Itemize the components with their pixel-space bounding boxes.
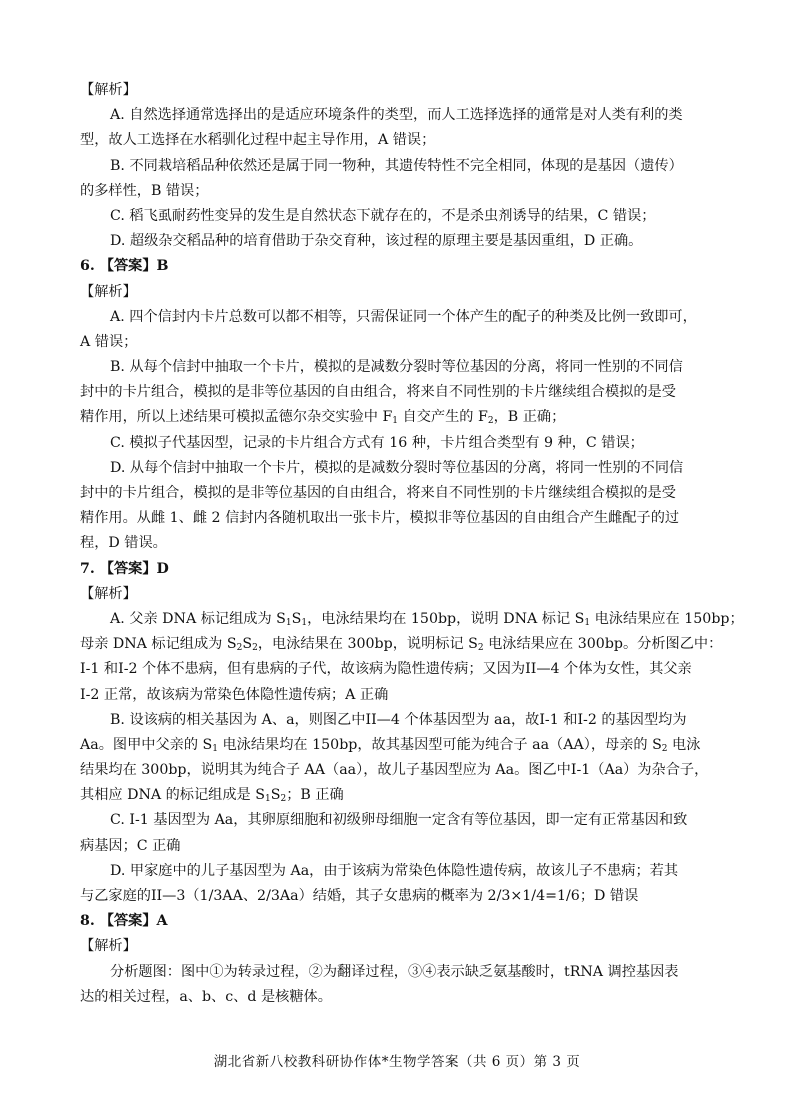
text-line: Aa。图甲中父亲的 $S_1$ 电泳结果均在 150bp，故其基因型可能为纯合子 aa（AA），母亲的 $S_2$ 电泳 — [80, 736, 701, 754]
text-line: 精作用。从雌 1、雌 2 信封内各随机取出一张卡片，模拟非等位基因的自由组合产生雌配子的过 — [80, 510, 680, 527]
text-line: I-1 和I-2 个体不患病，但有患病的子代，故该病为隐性遗传病；又因为II—4 个体为女性，其父亲 — [80, 661, 692, 678]
page-footer: 湖北省新八校教科研协作体*生物学答案（共 6 页）第 3 页 — [213, 1054, 581, 1070]
text-line: D. 从每个信封中抽取一个卡片，模拟的是减数分裂时等位基因的分离，将同一性别的不同信 — [110, 459, 684, 476]
text-line: A. 自然选择通常选择出的是适应环境条件的类型，而人工选择选择的通常是对人类有利的类 — [110, 107, 683, 124]
text-line: A. 四个信封内卡片总数可以都不相等，只需保证同一个体产生的配子的种类及比例一致即可， — [110, 308, 697, 325]
text-line: 其相应 DNA 的标记组成是 $S_1S_2$；B 正确 — [80, 787, 344, 805]
text-line: I-2 正常，故该病为常染色体隐性遗传病；A 正确 — [80, 686, 389, 703]
text-line: 结果均在 300bp，说明其为纯合子 AA（aa），故儿子基因型应为 Aa。图乙中I-1（Aa）为杂合子， — [80, 762, 709, 779]
text-line: B. 不同栽培稻品种依然还是属于同一物种，其遗传特性不完全相同，体现的是基因（遗传） — [110, 157, 683, 174]
text-line: 【解析】 — [80, 938, 137, 955]
answer-analysis-body — [80, 78, 744, 1010]
answer-heading: 6. 【答案】B — [80, 258, 169, 275]
text-line: 的多样性，B 错误； — [80, 182, 209, 199]
text-line: C. 稻飞虱耐药性变异的发生是自然状态下就存在的，不是杀虫剂诱导的结果，C 错误； — [110, 207, 656, 224]
text-line: D. 甲家庭中的儿子基因型为 Aa，由于该病为常染色体隐性遗传病，故该儿子不患病；若其 — [110, 862, 679, 879]
text-line: 病基因；C 正确 — [80, 837, 181, 854]
answer-heading: 7. 【答案】D — [80, 560, 169, 577]
text-line: 【解析】 — [80, 283, 137, 300]
text-line: 精作用，所以上述结果可模拟孟德尔杂交实验中 $F_1$ 自交产生的 $F_2$，B 正确； — [80, 409, 566, 427]
text-line: 型，故人工选择在水稻驯化过程中起主导作用，A 错误； — [80, 132, 436, 149]
text-line: C. I-1 基因型为 Aa，其卵原细胞和初级卵母细胞一定含有等位基因，即一定有正常基因和致 — [110, 812, 688, 829]
text-line: A. 父亲 DNA 标记组成为 $S_1S_1$，电泳结果均在 150bp，说明 DNA 标记 $S_1$ 电泳结果应在 150bp； — [110, 610, 744, 628]
answer-heading: 8. 【答案】A — [80, 913, 168, 930]
text-line: 程，D 错误。 — [80, 535, 167, 552]
text-line: 母亲 DNA 标记组成为 $S_2S_2$，电泳结果在 300bp，说明标记 $S_2$ 电泳结果应在 300bp。分析图乙中： — [80, 636, 723, 654]
text-line: C. 模拟子代基因型，记录的卡片组合方式有 16 种，卡片组合类型有 9 种，C 错误； — [110, 434, 644, 451]
text-line: 达的相关过程，a、b、c、d 是核糖体。 — [80, 988, 332, 1005]
text-line: 【解析】 — [80, 585, 137, 602]
text-line: B. 设该病的相关基因为 A、a，则图乙中II—4 个体基因型为 aa，故I-1 和I-2 的基因型均为 — [110, 711, 687, 728]
text-line: D. 超级杂交稻品种的培育借助于杂交育种，该过程的原理主要是基因重组，D 正确。 — [110, 233, 643, 250]
text-line: 分析题图：图中①为转录过程，②为翻译过程，③④表示缺乏氨基酸时，tRNA 调控基因表 — [110, 963, 679, 980]
text-line: 封中的卡片组合，模拟的是非等位基因的自由组合，将来自不同性别的卡片继续组合模拟的是受 — [80, 485, 676, 501]
text-line: 封中的卡片组合，模拟的是非等位基因的自由组合，将来自不同性别的卡片继续组合模拟的是受 — [80, 384, 676, 401]
text-line: A 错误； — [80, 333, 138, 350]
text-line: 与乙家庭的II—3（1/3AA、2/3Aa）结婚，其子女患病的概率为 2/3×1/4=1/6；D 错误 — [80, 888, 639, 904]
text-line: 【解析】 — [80, 82, 137, 98]
text-line: B. 从每个信封中抽取一个卡片，模拟的是减数分裂时等位基因的分离，将同一性别的不同信 — [110, 359, 683, 376]
